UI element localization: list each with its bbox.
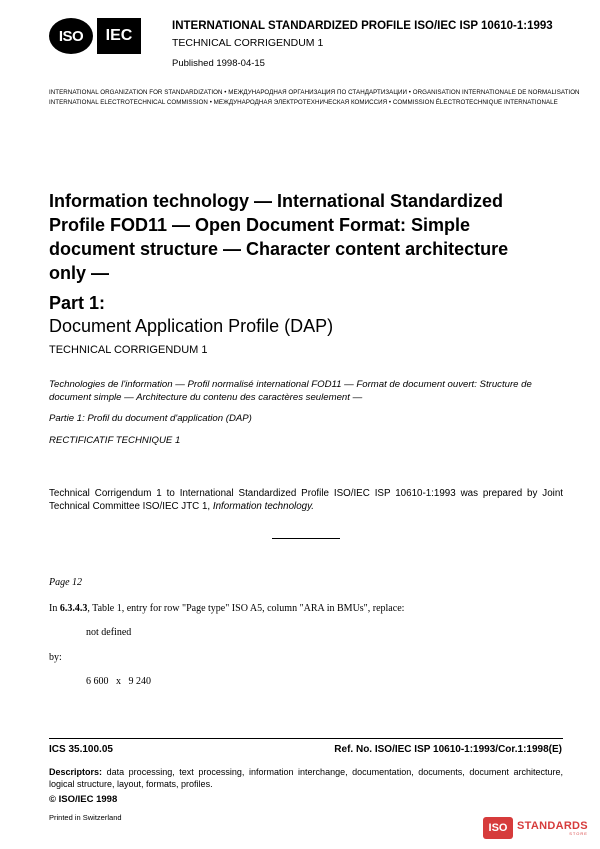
descriptors-label: Descriptors: [49, 767, 103, 777]
store-iso-logo: ISO [483, 817, 513, 839]
instruction-text: , Table 1, entry for row "Page type" ISO A5, column "ARA in BMUs", replace: [87, 603, 405, 614]
org-line-iso: INTERNATIONAL ORGANIZATION FOR STANDARDIZATION • МЕЖДУНАРОДНАЯ ОРГАНИЗАЦИЯ ПО СТАНДАРТИЗАЦИИ • ORGANISATION INTERNATIONALE DE NORMALISATION [49, 89, 580, 96]
part-label: Part 1: [49, 293, 106, 313]
old-value: not defined [86, 627, 132, 638]
descriptors-list: data processing, text processing, information interchange, documentation, documents, document architecture, logical structure, layout, formats, profiles. [49, 767, 563, 789]
french-title: Technologies de l'information — Profil normalisé international FOD11 — Format de document ouvert: Structure de document simple — Architecture du contenu des caractères seulement — [49, 379, 532, 403]
french-part: Partie 1: Profil du document d'application (DAP) [49, 413, 252, 424]
descriptors [49, 766, 563, 790]
instruction-intro: In [49, 603, 60, 614]
french-corrigendum: RECTIFICATIF TECHNIQUE 1 [49, 435, 181, 446]
iec-logo: IEC [97, 18, 141, 54]
store-text: STANDARDS [517, 820, 588, 832]
copyright: © ISO/IEC 1998 [49, 794, 118, 805]
iso-iec-logo [49, 18, 143, 54]
reference-number: Ref. No. ISO/IEC ISP 10610-1:1993/Cor.1:1998(E) [334, 744, 562, 755]
ics-code: ICS 35.100.05 [49, 744, 113, 755]
part-name: Document Application Profile (DAP) [49, 316, 334, 336]
footer-rule [49, 738, 563, 739]
header-subtitle: TECHNICAL CORRIGENDUM 1 [172, 37, 324, 49]
document-title: Information technology — International Standardized Profile FOD11 — Open Document Format: Simple document structure — Character content architecture only — [49, 191, 509, 283]
page-reference: Page 12 [49, 577, 83, 588]
separator-line [272, 538, 340, 539]
store-small-text: STORE [569, 831, 588, 836]
correction-instruction [49, 603, 404, 614]
corrigendum-label: TECHNICAL CORRIGENDUM 1 [49, 344, 208, 356]
new-value: 6 600 x 9 240 [86, 676, 151, 687]
store-wordmark [513, 820, 588, 836]
header-title: INTERNATIONAL STANDARDIZED PROFILE ISO/IEC ISP 10610-1:1993 [172, 20, 553, 32]
header-published-date: Published 1998-04-15 [172, 58, 265, 69]
printed-in: Printed in Switzerland [49, 813, 122, 822]
committee-name: Information technology. [212, 501, 314, 512]
iso-standards-store-badge [483, 813, 595, 843]
iso-logo: ISO [49, 18, 93, 54]
org-line-iec: INTERNATIONAL ELECTROTECHNICAL COMMISSION • МЕЖДУНАРОДНАЯ ЭЛЕКТРОТЕХНИЧЕСКАЯ КОМИССИЯ • COMMISSION ÉLECTROTECHNIQUE INTERNATIONALE [49, 99, 558, 106]
preparation-text: Technical Corrigendum 1 to International Standardized Profile ISO/IEC ISP 10610-1:1993 was prepared by Joint Technical Committee ISO/IEC JTC 1, [49, 488, 563, 512]
preparation-paragraph [49, 487, 563, 513]
by-label: by: [49, 652, 62, 663]
clause-number: 6.3.4.3 [59, 603, 88, 614]
